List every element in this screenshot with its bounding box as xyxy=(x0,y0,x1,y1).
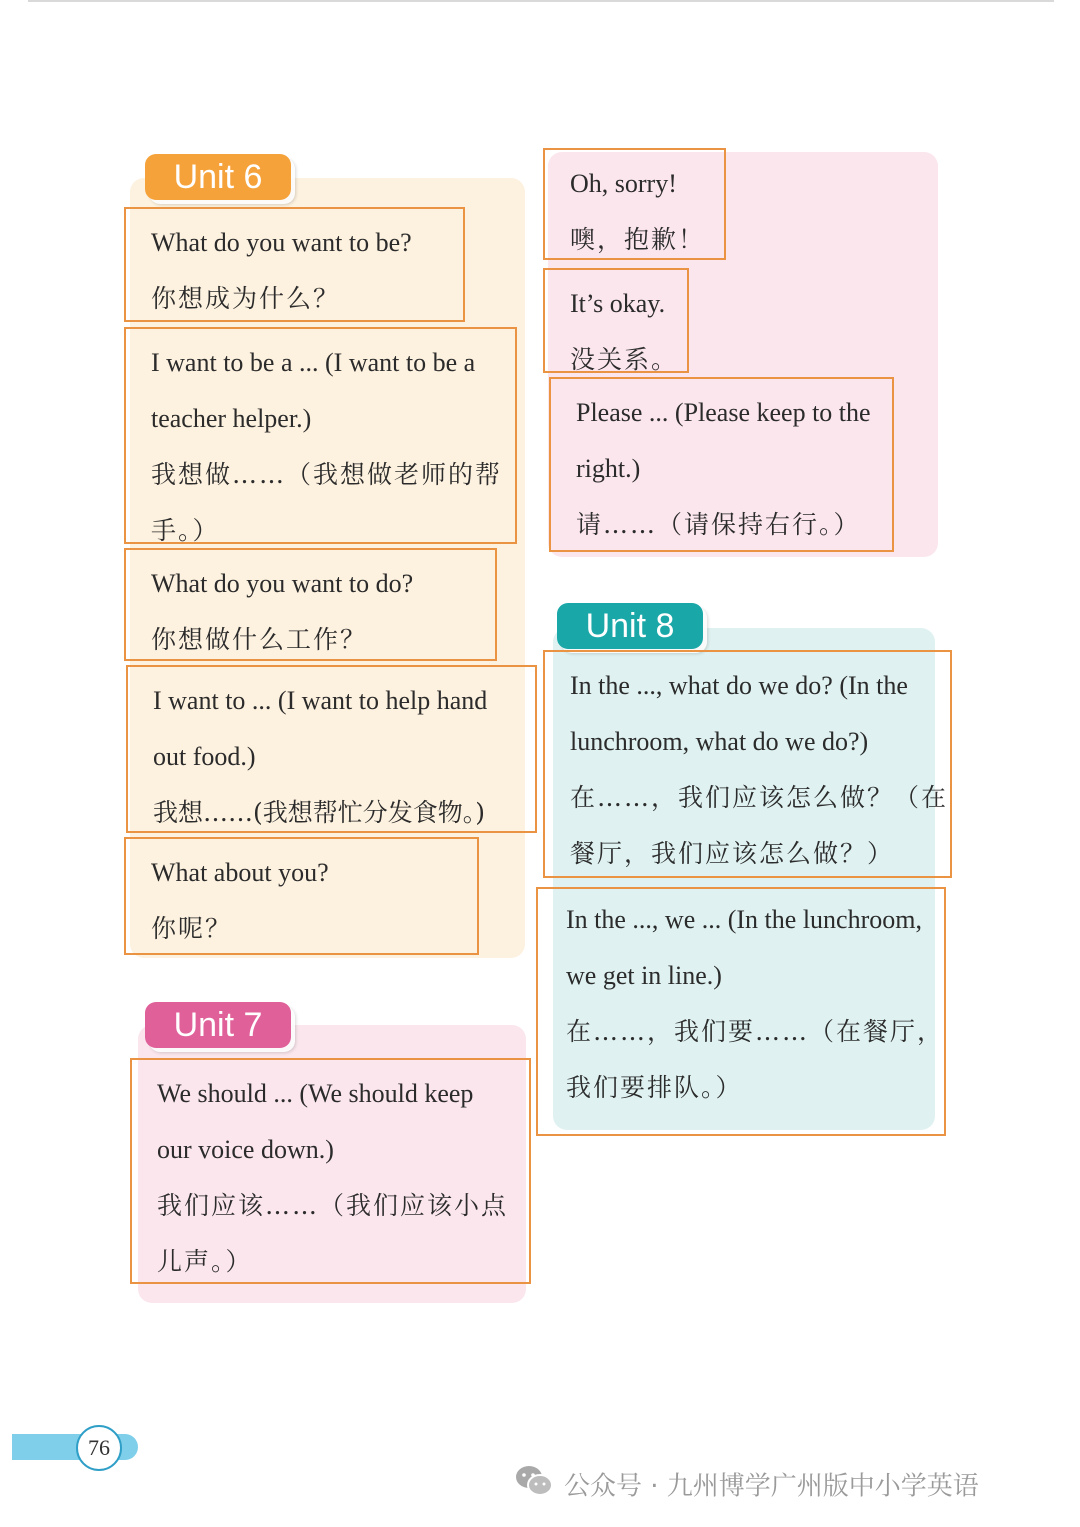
phrase-en-line-1: In the ..., we ... (In the lunchroom, xyxy=(566,905,922,934)
phrase-zh-line-1: 在……，我们要……（在餐厅， xyxy=(566,1017,945,1046)
phrase-en-line-1: I want to be a ... (I want to be a xyxy=(151,348,476,377)
phrase-en-line-1: I want to ... (I want to help hand xyxy=(153,686,488,715)
phrase-en: Oh, sorry! xyxy=(570,169,677,198)
unit7-phrase-box-4 xyxy=(549,377,894,552)
phrase-en-line-2: right.) xyxy=(576,454,641,483)
unit8-phrase-box-1 xyxy=(543,650,952,878)
phrase-en-line-2: teacher helper.) xyxy=(151,404,312,433)
top-divider xyxy=(28,0,1054,2)
phrase-en-line-2: out food.) xyxy=(153,742,256,771)
unit7-phrase-box-1 xyxy=(130,1058,531,1284)
phrase-en-line-2: we get in line.) xyxy=(566,961,722,990)
phrase-zh: 你想成为什么？ xyxy=(151,284,341,313)
unit6-phrase-box-4 xyxy=(126,665,537,833)
unit6-phrase-box-5 xyxy=(124,837,479,955)
phrase-zh-line-2: 手。） xyxy=(151,516,220,545)
phrase-en-line-1: We should ... (We should keep xyxy=(157,1079,474,1108)
phrase-zh-line-2: 我们要排队。） xyxy=(566,1073,743,1102)
unit8-phrase-box-2 xyxy=(536,887,946,1136)
phrase-zh: 噢，抱歉！ xyxy=(570,225,706,254)
phrase-en: What do you want to be? xyxy=(151,228,412,257)
unit7-tag: Unit 7 xyxy=(145,1002,291,1048)
phrase-zh: 你呢？ xyxy=(151,914,233,943)
phrase-en: What about you? xyxy=(151,858,329,887)
unit7-phrase-box-2 xyxy=(543,148,726,260)
phrase-en-line-2: lunchroom, what do we do?) xyxy=(570,727,869,756)
phrase-zh: 请……（请保持右行。） xyxy=(576,510,861,539)
watermark-text: 公众号 · 九州博学广州版中小学英语 xyxy=(564,1471,979,1502)
phrase-zh-line-1: 在……，我们应该怎么做？（在 xyxy=(570,783,949,812)
phrase-zh: 你想做什么工作？ xyxy=(151,625,368,654)
phrase-zh-line-1: 我想做……（我想做老师的帮 xyxy=(151,460,503,489)
unit6-tag: Unit 6 xyxy=(145,154,291,200)
phrase-zh-line-2: 餐厅，我们应该怎么做？） xyxy=(570,839,895,868)
phrase-en-line-1: Please ... (Please keep to the xyxy=(576,398,871,427)
phrase-en-line-2: our voice down.) xyxy=(157,1135,334,1164)
page-number: 76 xyxy=(76,1425,122,1471)
unit7-phrase-box-3 xyxy=(543,268,689,373)
unit6-phrase-box-2 xyxy=(124,327,517,544)
phrase-zh-line-1: 我们应该……（我们应该小点 xyxy=(157,1191,509,1220)
wechat-icon xyxy=(514,1464,554,1510)
phrase-en-line-1: In the ..., what do we do? (In the xyxy=(570,671,908,700)
unit8-tag: Unit 8 xyxy=(557,603,703,649)
phrase-zh: 没关系。 xyxy=(570,345,679,374)
unit6-phrase-box-3 xyxy=(124,548,497,661)
watermark xyxy=(514,1464,979,1504)
phrase-zh: 我想……(我想帮忙分发食物。) xyxy=(153,798,486,827)
phrase-en: It’s okay. xyxy=(570,289,666,318)
phrase-zh-line-2: 儿声。） xyxy=(157,1247,253,1276)
unit6-phrase-box-1 xyxy=(124,207,465,322)
phrase-en: What do you want to do? xyxy=(151,569,414,598)
